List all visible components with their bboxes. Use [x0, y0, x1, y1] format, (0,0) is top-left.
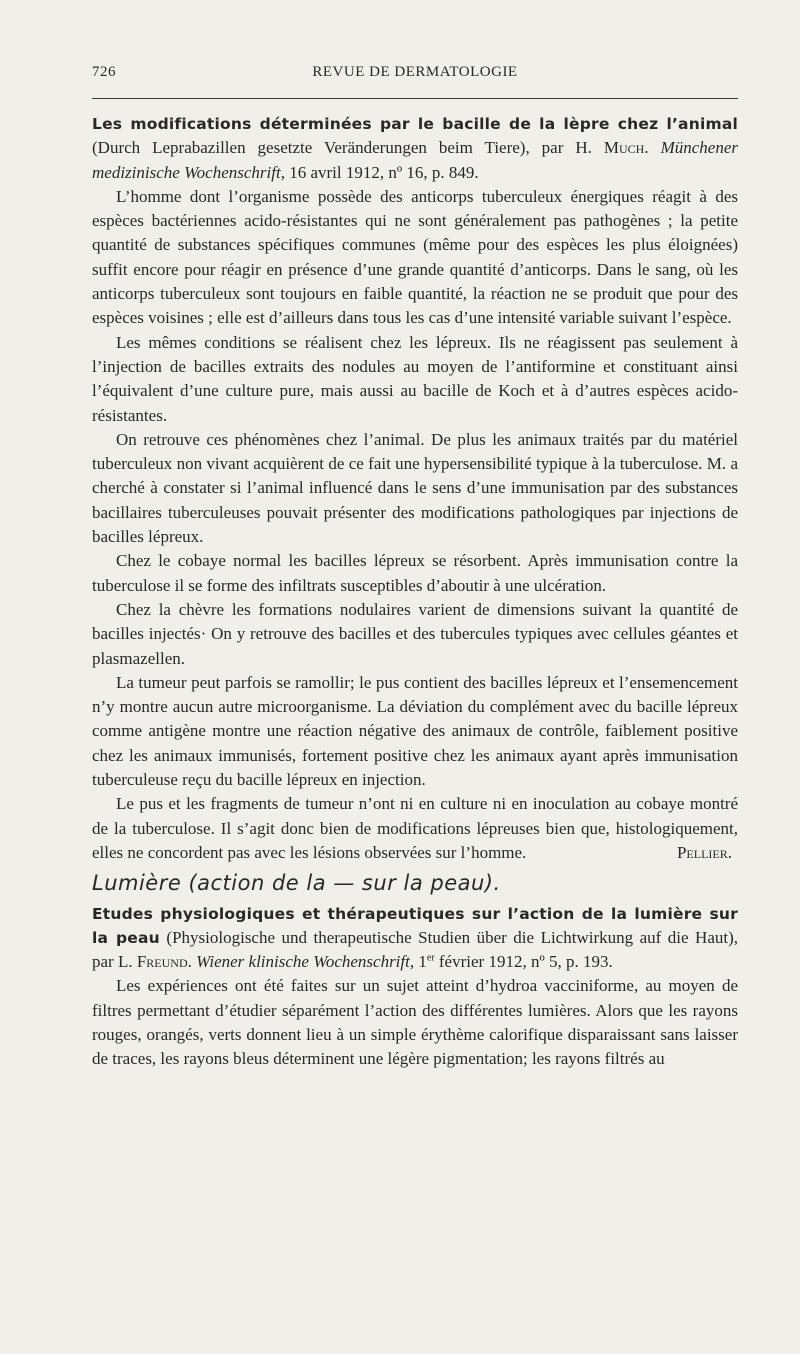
article1-author: Much [603, 138, 645, 158]
article2-date-sup: er [426, 952, 435, 964]
page-body [92, 112, 738, 1072]
article1-last-paragraph [92, 792, 738, 865]
article2-heading [92, 902, 738, 975]
article1-heading [92, 112, 738, 185]
page-number: 726 [92, 64, 116, 80]
article1-paragraph: Les mêmes conditions se réalisent chez les lépreux. Ils ne réagissent pas seulement à l’injection de bacilles extraits des nodules au moyen de l’antiformine et constituant ainsi l’équivalent d’une culture pure, mais aussi au bacille de Koch et à d’autres espèces acido-résistantes. [92, 332, 738, 425]
article2-sep: . [187, 952, 197, 972]
article1-paragraph-text: Le pus et les fragments de tumeur n’ont ni en culture ni en inoculation au cobaye montré de la tuberculose. Il s’agit donc bien de modifications lépreuses bien que, histologiquement, elles ne concordent pas avec les lésions observées sur l’homme. [92, 794, 738, 862]
section-title: Lumière (action de la — sur la peau). [92, 871, 501, 896]
article2-title-rest: (Physiologische und therapeutische Studien über die Lichtwirkung auf die Haut), par L. [92, 927, 739, 972]
article1-paragraph: Chez le cobaye normal les bacilles lépreux se résorbent. Après immunisation contre la tuberculose il se forme des infiltrats susceptibles d’aboutir à une ulcération. [92, 551, 738, 595]
article1-sep: . [644, 138, 661, 158]
article1-citation: 16 avril 1912, nº 16, p. 849. [284, 162, 479, 182]
signature: Pellier. [676, 842, 732, 862]
article2-author: Freund [136, 952, 188, 972]
article1-title: Les modifications déterminées par le bacille de la lèpre chez l’animal [92, 115, 738, 133]
article1-journal: Münchener medizinische Wochenschrift, [92, 138, 738, 182]
running-header [92, 64, 738, 86]
article2-title: Etudes physiologiques et thérapeutiques sur l’action de la lumière sur la peau [92, 904, 738, 947]
article1-paragraph: Chez la chèvre les formations nodulaires varient de dimensions suivant la quantité de bacilles injectés· On y retrouve des bacilles et des tubercules typiques avec cellules géantes et plasmazellen. [92, 599, 738, 668]
article1-paragraph: On retrouve ces phénomènes chez l’animal. De plus les animaux traités par du matériel tuberculeux non vivant acquièrent de ce fait une hypersensibilité typique à la tuberculose. M. a cherché à constater si l’animal influencé dans le sens d’une immunisation par des substances bacillaires tuberculeuses pouvait présenter des modifications pathologiques par injections de bacilles lépreux. [92, 429, 738, 547]
article2-journal: Wiener klinische Wochenschrift, [196, 952, 415, 972]
article2-date: 1 [414, 952, 427, 972]
header-rule [92, 98, 738, 99]
journal-title: REVUE DE DERMATOLOGIE [312, 64, 518, 80]
article1-paragraph: La tumeur peut parfois se ramollir; le pus contient des bacilles lépreux et l’ensemencement n’y montre aucun autre microorganisme. La déviation du complément avec du bacille lépreux comme antigène montre une réaction négative des animaux de contrôle, faiblement positive chez les animaux immunisés, fortement positive chez les animaux ayant après immunisation tuberculeuse reçu du bacille lépreux en injection. [92, 672, 738, 790]
article1-title-rest: (Durch Leprabazillen gesetzte Veränderungen beim Tiere), par H. [92, 138, 604, 158]
article1-paragraph: L’homme dont l’organisme possède des anticorps tuberculeux énergiques réagit à des espèces bactériennes acido-résistantes qui ne sont généralement pas pathogènes ; la petite quantité de substances spécifiques communes (même pour des espèces les plus éloignées) suffit encore pour réagir en présence d’une grande quantité d’anticorps. Dans le sang, où les anticorps tuberculeux sont toujours en faible quantité, la réaction ne se produit que pour des espèces voisines ; elle est d’ailleurs dans tous les cas d’une intensité variable suivant l’espèce. [92, 186, 738, 328]
article2-citation: février 1912, nº 5, p. 193. [434, 952, 613, 972]
article2-paragraph: Les expériences ont été faites sur un sujet atteint d’hydroa vacciniforme, au moyen de filtres permettant d’étudier séparément l’action des différentes lumières. Alors que les rayons rouges, orangés, verts donnent lieu à un simple érythème calorifique disparaissant sans laisser de traces, les rayons bleus déterminent une légère pigmentation; les rayons filtrés au [92, 976, 738, 1069]
